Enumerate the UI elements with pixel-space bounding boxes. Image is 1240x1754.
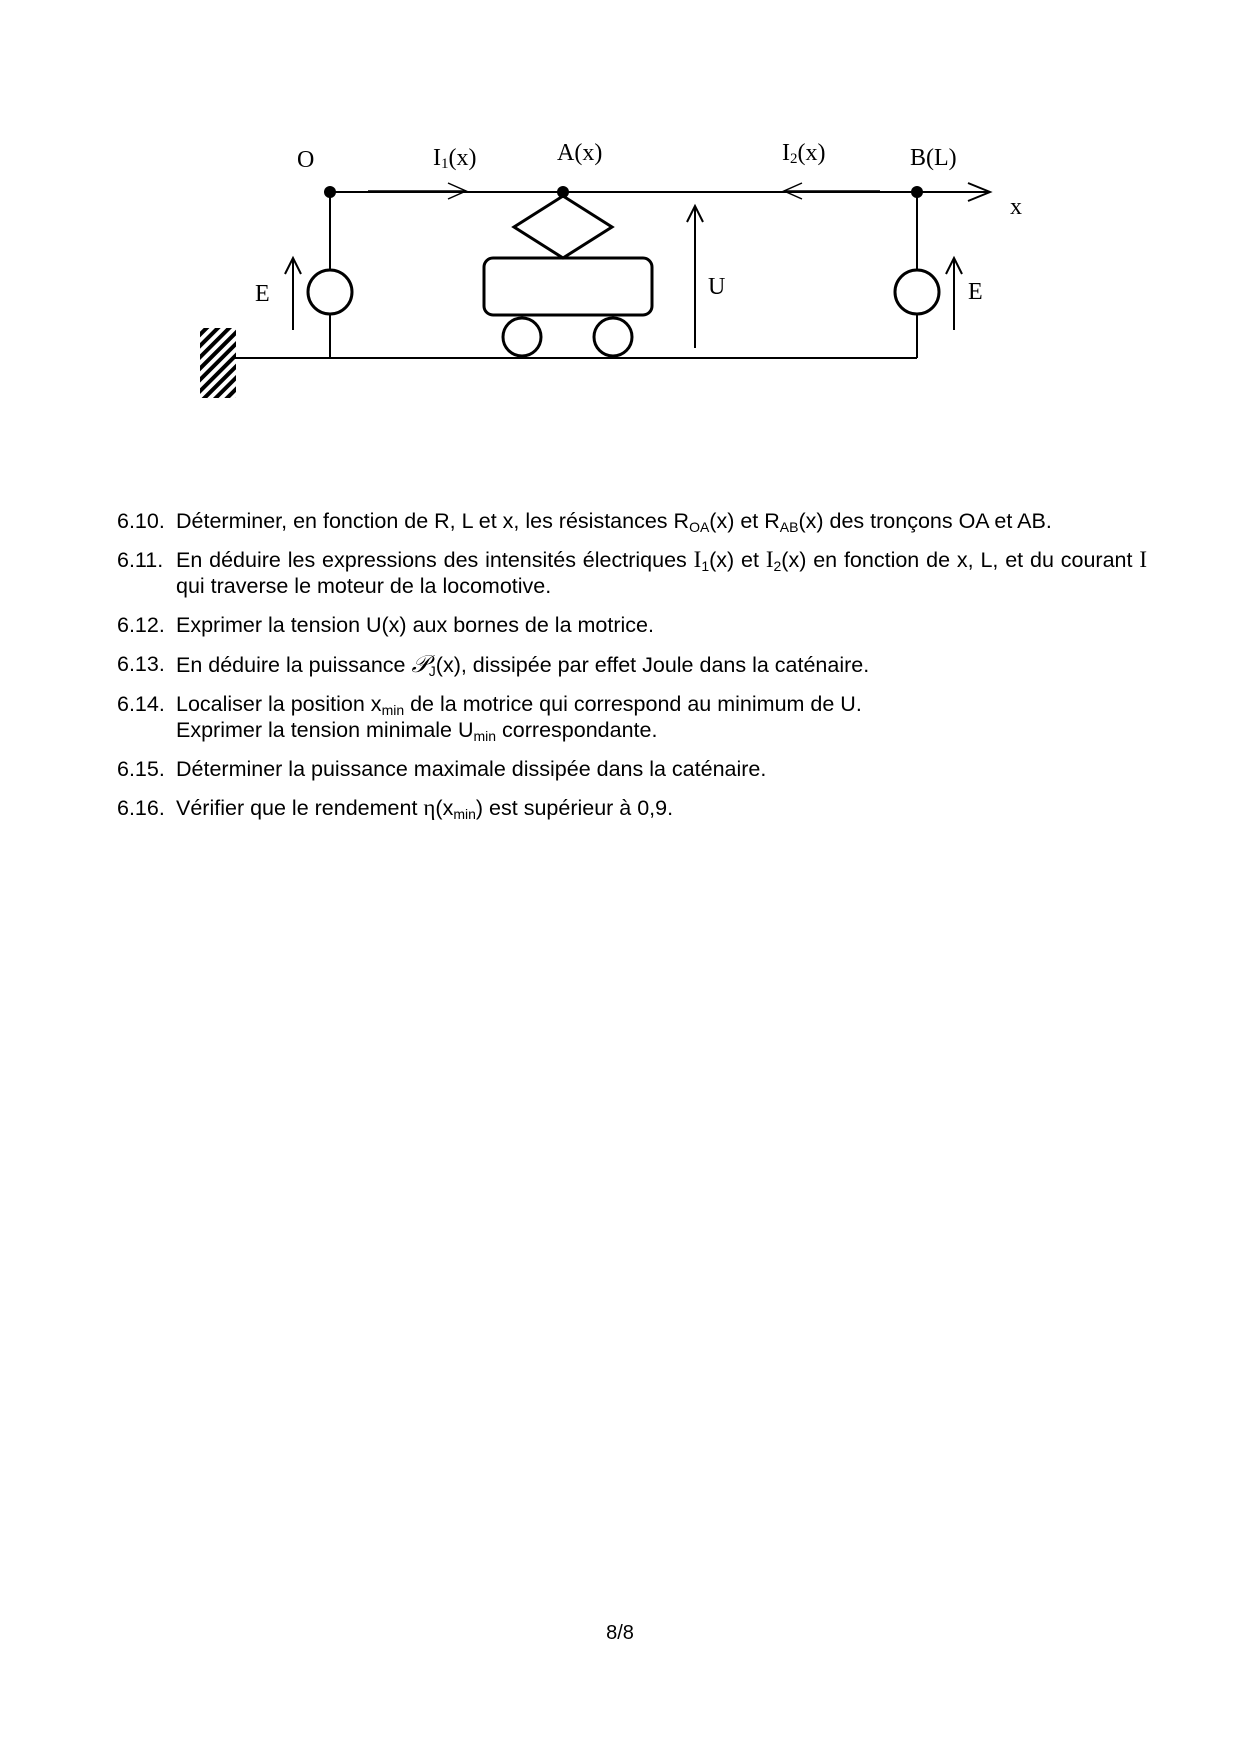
question-6-10 (117, 508, 1147, 534)
question-text: En déduire les expressions des intensités électriques $I_1(x)$ et $I_2(x)$ en fonction de x, L, et du courant I qui traverse le moteur de la locomotive. (176, 547, 1147, 598)
page-number: 8/8 (606, 1622, 634, 1644)
question-text: Déterminer, en fonction de R, L et x, les résistances $R_{OA}(x)$ et $R_{AB}(x)$ des tronçons OA et AB. (176, 509, 1052, 535)
pantograph (514, 196, 612, 258)
label-E-right: E (968, 279, 983, 305)
circuit-diagram (0, 0, 1240, 440)
question-text: Vérifier que le rendement $\eta(x_{min})$ est supérieur à 0,9. (176, 795, 674, 822)
question-number: 6.14. (117, 692, 165, 716)
wheel-left (503, 318, 541, 356)
wheel-right (594, 318, 632, 356)
label-B: B(L) (910, 145, 957, 171)
label-A: A(x) (557, 140, 603, 166)
locomotive-body (484, 258, 652, 315)
question-6-16 (117, 795, 1147, 821)
question-number: 6.12. (117, 613, 165, 637)
label-I2-subscript: 2 (790, 151, 798, 167)
label-I1 (433, 146, 476, 176)
question-number: 6.11. (117, 548, 164, 572)
label-I1-subscript: 1 (441, 156, 449, 172)
question-text: Localiser la position $x_{min}$ de la motrice qui correspond au minimum de U. Exprimer la tension minimale $U_{min}$ correspondante. (176, 692, 862, 744)
question-number: 6.16. (117, 796, 165, 820)
question-text: En déduire la puissance 𝒫$_J$(x), dissipée par effet Joule dans la caténaire. (176, 650, 870, 679)
label-I2-symbol: I (782, 140, 790, 166)
right-source-circle (895, 270, 939, 314)
label-I2 (782, 141, 825, 171)
label-I2-argument: (x) (797, 140, 826, 166)
label-x-axis: x (1010, 194, 1022, 220)
question-6-13 (117, 651, 1147, 678)
label-O: O (297, 147, 315, 173)
question-number: 6.13. (117, 652, 165, 676)
question-number: 6.10. (117, 509, 165, 533)
question-text: Déterminer la puissance maximale dissipée dans la caténaire. (176, 757, 767, 781)
question-6-14 (117, 691, 1147, 743)
question-text: Exprimer la tension U(x) aux bornes de la motrice. (176, 613, 654, 637)
circuit-drawing (0, 0, 1240, 440)
question-6-11 (117, 547, 1147, 599)
question-list (117, 508, 1147, 834)
label-U: U (708, 274, 726, 300)
question-6-15 (117, 756, 1147, 782)
label-I1-argument: (x) (448, 145, 477, 171)
question-6-12 (117, 612, 1147, 638)
question-number: 6.15. (117, 757, 165, 781)
label-E-left: E (255, 281, 270, 307)
label-I1-symbol: I (433, 145, 441, 171)
ground-hatch (200, 328, 236, 398)
left-source-circle (308, 270, 352, 314)
